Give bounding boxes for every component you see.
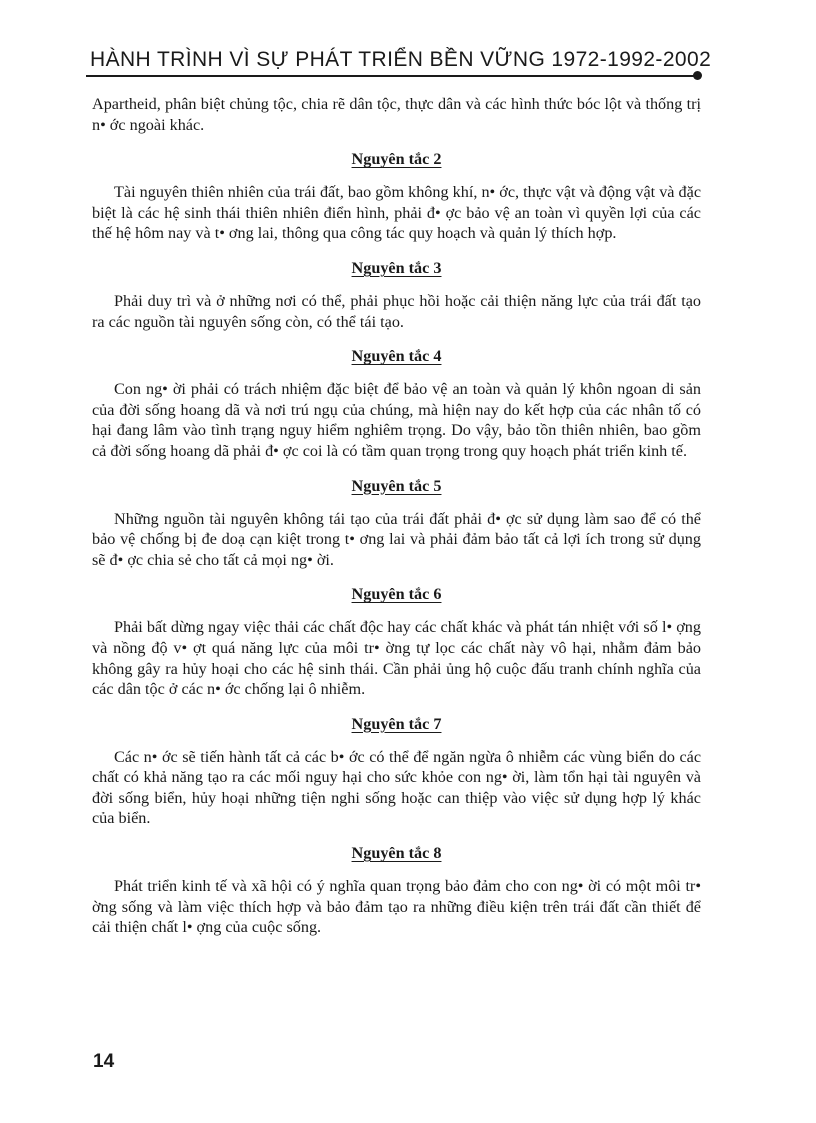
- principle-3-heading: Nguyên tắc 3: [351, 258, 442, 277]
- page-body: [92, 94, 701, 938]
- principle-7-heading: Nguyên tắc 7: [351, 714, 442, 733]
- principle-8-heading: Nguyên tắc 8: [351, 844, 442, 863]
- principle-8-text: Phát triển kinh tế và xã hội có ý nghĩa quan trọng bảo đảm cho con ng• ời có một môi tr• ờng sống và làm việc thích hợp và bảo đảm tạo ra những điều kiện trên trái đất cần thiết để cải thiện chất l• ợng của cuộc sống.: [92, 877, 701, 937]
- principle-4-heading: Nguyên tắc 4: [351, 347, 442, 366]
- running-header: HÀNH TRÌNH VÌ SỰ PHÁT TRIỂN BỀN VỮNG 1972-1992-2002: [90, 48, 712, 71]
- header-rule-dot: [693, 71, 702, 80]
- principle-6-text: Phải bất dừng ngay việc thải các chất độc hay các chất khác và phát tán nhiệt với số l• ợng và nồng độ v• ợt quá năng lực của môi tr• ờng tự lọc các chất này vô hại, nhằm đảm bảo không gây ra hủy hoại cho các hệ sinh thái. Cần phải ủng hộ cuộc đấu tranh chính nghĩa của các dân tộc ở các n• ớc chống lại ô nhiễm.: [92, 618, 701, 699]
- header-rule: [86, 75, 700, 77]
- page-number: 14: [93, 1051, 115, 1072]
- principle-6-heading: Nguyên tắc 6: [351, 585, 442, 604]
- principle-2-heading: Nguyên tắc 2: [351, 150, 442, 169]
- intro-paragraph: Apartheid, phân biệt chủng tộc, chia rẽ dân tộc, thực dân và các hình thức bóc lột và thống trị n• ớc ngoài khác.: [92, 95, 701, 134]
- principle-7-text: Các n• ớc sẽ tiến hành tất cả các b• ớc có thể để ngăn ngừa ô nhiễm các vùng biển do các chất có khả năng tạo ra các mối nguy hại cho sức khỏe con ng• ời, làm tổn hại tài nguyên và đời sống biển, hủy hoại những tiện nghi sống hoặc can thiệp vào việc sử dụng hợp lý khác của biển.: [92, 747, 701, 828]
- principle-5-text: Những nguồn tài nguyên không tái tạo của trái đất phải đ• ợc sử dụng làm sao để có thể bảo vệ chống bị đe doạ cạn kiệt trong t• ơng lai và phải đảm bảo tất cả lợi ích trong sử dụng sẽ đ• ợc chia sẻ cho tất cả mọi ng• ời.: [92, 509, 701, 569]
- principle-2-text: Tài nguyên thiên nhiên của trái đất, bao gồm không khí, n• ớc, thực vật và động vật và đặc biệt là các hệ sinh thái thiên nhiên điển hình, phải đ• ợc bảo vệ an toàn vì quyền lợi của các thế hệ hôm nay và t• ơng lai, thông qua công tác quy hoạch và quản lý thích hợp.: [92, 183, 701, 243]
- principle-4-text: Con ng• ời phải có trách nhiệm đặc biệt để bảo vệ an toàn và quản lý khôn ngoan di sản của đời sống hoang dã và nơi trú ngụ của chúng, mà hiện nay do kết hợp của các nhân tố có hại đang lâm vào tình trạng nguy hiểm nghiêm trọng. Do vậy, bảo tồn thiên nhiên, bao gồm cả đời sống hoang dã phải đ• ợc coi là có tầm quan trọng trong quy hoạch phát triển kinh tế.: [92, 380, 701, 460]
- principle-3-text: Phải duy trì và ở những nơi có thể, phải phục hồi hoặc cải thiện năng lực của trái đất tạo ra các nguồn tài nguyên sống còn, có thể tái tạo.: [92, 291, 701, 331]
- principle-5-heading: Nguyên tắc 5: [351, 476, 442, 495]
